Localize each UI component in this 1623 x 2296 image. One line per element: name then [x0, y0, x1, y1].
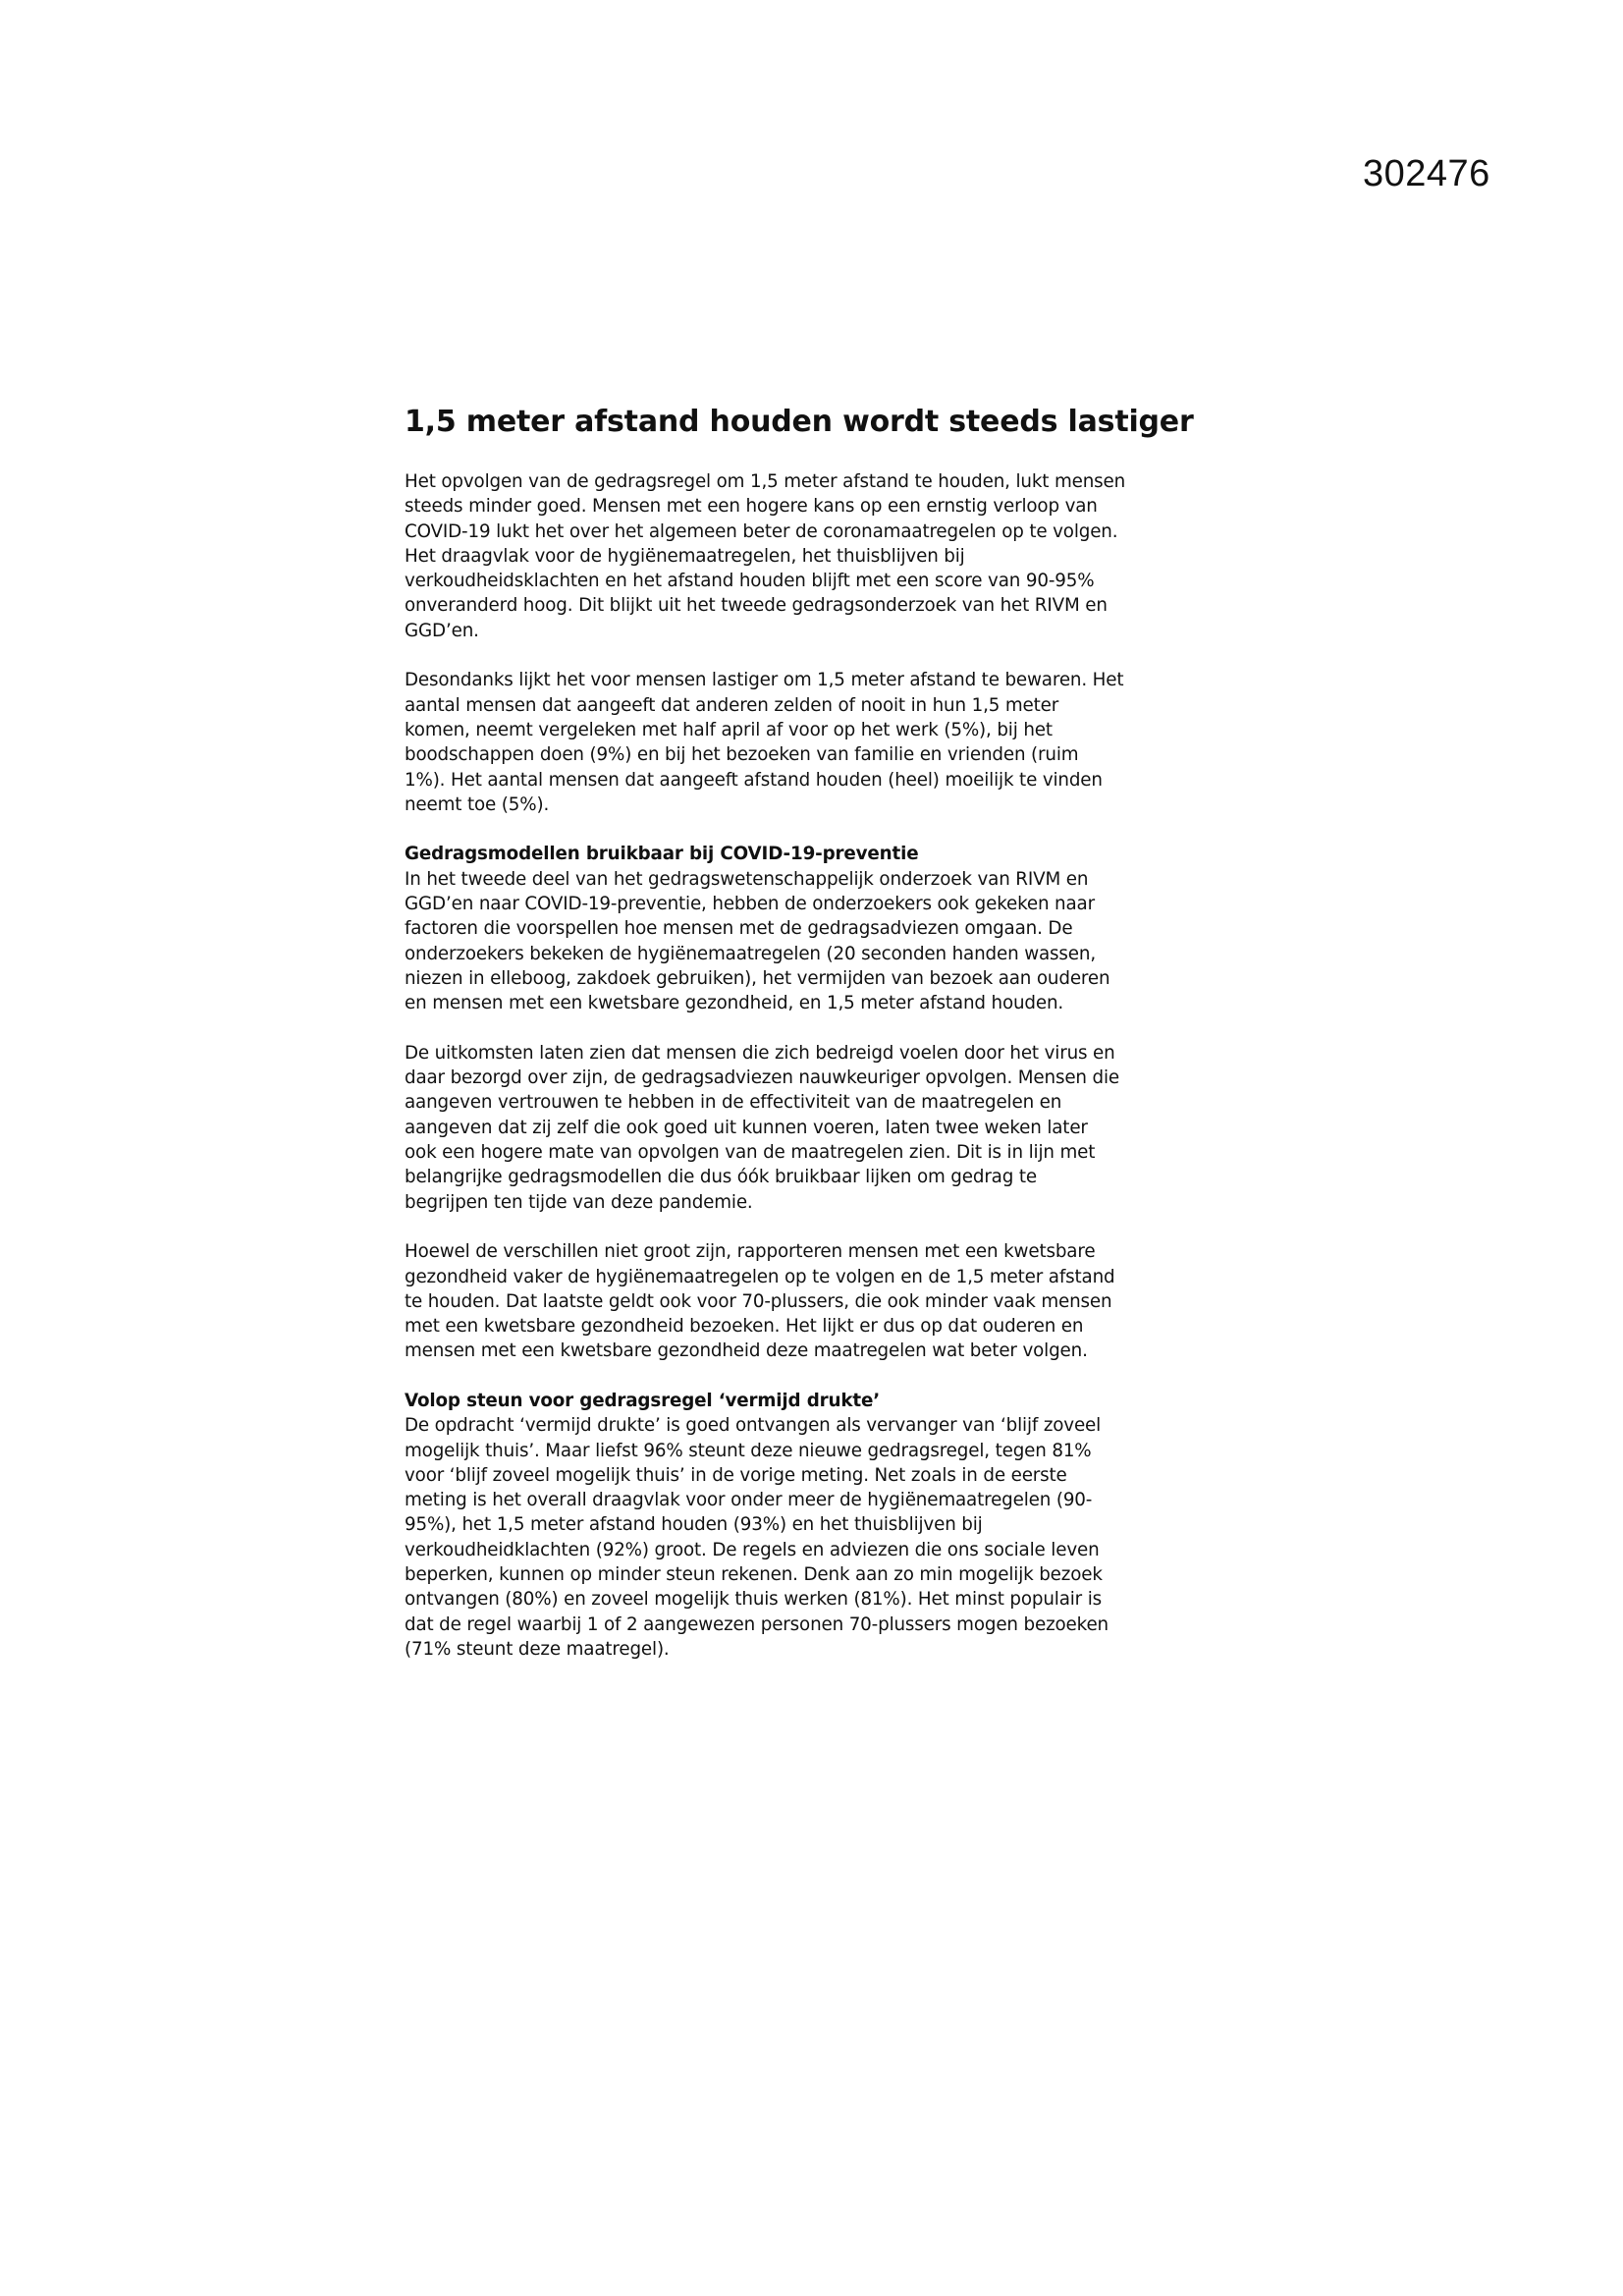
text-line: te houden. Dat laatste geldt ook voor 70-plussers, die ook minder vaak mensen: [405, 1290, 1112, 1312]
text-line: beperken, kunnen op minder steun rekenen. Denk aan zo min mogelijk bezoek: [405, 1564, 1103, 1586]
text-line: onderzoekers bekeken de hygiënemaatregelen (20 seconden handen wassen,: [405, 943, 1096, 964]
text-line: GGD’en naar COVID-19-preventie, hebben de onderzoekers ook gekeken naar: [405, 894, 1095, 915]
text-line: komen, neemt vergeleken met half april af voor op het werk (5%), bij het: [405, 719, 1053, 740]
section-1-paragraph-2: [405, 1041, 1249, 1215]
text-line: aangeven vertrouwen te hebben in de effectiviteit van de maatregelen en: [405, 1092, 1062, 1114]
text-line: aantal mensen dat aangeeft dat anderen zelden of nooit in hun 1,5 meter: [405, 694, 1059, 716]
text-line: en mensen met een kwetsbare gezondheid, en 1,5 meter afstand houden.: [405, 993, 1064, 1014]
text-line: niezen in elleboog, zakdoek gebruiken), het vermijden van bezoek aan ouderen: [405, 967, 1110, 989]
section-heading-gedragsmodellen: Gedragsmodellen bruikbaar bij COVID-19-preventie: [405, 844, 919, 865]
text-line: voor ‘blijf zoveel mogelijk thuis’ in de vorige meting. Net zoals in de eerste: [405, 1464, 1067, 1486]
text-line: 95%), het 1,5 meter afstand houden (93%) en het thuisblijven bij: [405, 1514, 983, 1536]
section-2-paragraph-1: [405, 1413, 1249, 1662]
intro-paragraph-2: [405, 668, 1249, 817]
text-line: verkoudheidklachten (92%) groot. De regels en adviezen die ons sociale leven: [405, 1539, 1100, 1560]
document-number: 302476: [1363, 153, 1490, 194]
text-line: 1%). Het aantal mensen dat aangeeft afstand houden (heel) moeilijk te vinden: [405, 769, 1103, 791]
text-line: factoren die voorspellen hoe mensen met de gedragsadviezen omgaan. De: [405, 918, 1073, 940]
text-line: Het opvolgen van de gedragsregel om 1,5 meter afstand te houden, lukt mensen: [405, 471, 1126, 492]
text-line: mensen met een kwetsbare gezondheid deze maatregelen wat beter volgen.: [405, 1340, 1088, 1362]
text-line: begrijpen ten tijde van deze pandemie.: [405, 1191, 753, 1213]
text-line: steeds minder goed. Mensen met een hogere kans op een ernstig verloop van: [405, 496, 1098, 518]
text-line: Hoewel de verschillen niet groot zijn, rapporteren mensen met een kwetsbare: [405, 1241, 1096, 1263]
article: [405, 403, 1249, 1687]
text-line: verkoudheidsklachten en het afstand houden blijft met een score van 90-95%: [405, 571, 1095, 592]
text-line: ontvangen (80%) en zoveel mogelijk thuis werken (81%). Het minst populair is: [405, 1589, 1103, 1611]
text-line: onveranderd hoog. Dit blijkt uit het tweede gedragsonderzoek van het RIVM en: [405, 595, 1108, 617]
text-line: boodschappen doen (9%) en bij het bezoeken van familie en vrienden (ruim: [405, 744, 1079, 766]
text-line: In het tweede deel van het gedragswetenschappelijk onderzoek van RIVM en: [405, 868, 1089, 890]
section-1-paragraph-1: [405, 867, 1249, 1016]
intro-paragraph-1: [405, 469, 1249, 643]
text-line: daar bezorgd over zijn, de gedragsadviezen nauwkeuriger opvolgen. Mensen die: [405, 1067, 1119, 1089]
text-line: aangeven dat zij zelf die ook goed uit kunnen voeren, laten twee weken later: [405, 1117, 1088, 1138]
section-1-paragraph-3: [405, 1239, 1249, 1363]
text-line: gezondheid vaker de hygiënemaatregelen op te volgen en de 1,5 meter afstand: [405, 1266, 1115, 1287]
text-line: Desondanks lijkt het voor mensen lastiger om 1,5 meter afstand te bewaren. Het: [405, 670, 1124, 691]
text-line: meting is het overall draagvlak voor onder meer de hygiënemaatregelen (90-: [405, 1490, 1093, 1511]
text-line: Het draagvlak voor de hygiënemaatregelen, het thuisblijven bij: [405, 545, 965, 567]
text-line: COVID-19 lukt het over het algemeen beter de coronamaatregelen op te volgen.: [405, 520, 1118, 542]
text-line: belangrijke gedragsmodellen die dus óók bruikbaar lijken om gedrag te: [405, 1167, 1037, 1188]
text-line: mogelijk thuis’. Maar liefst 96% steunt deze nieuwe gedragsregel, tegen 81%: [405, 1440, 1092, 1461]
text-line: (71% steunt deze maatregel).: [405, 1638, 670, 1660]
text-line: GGD’en.: [405, 620, 479, 641]
text-line: neemt toe (5%).: [405, 793, 550, 815]
section-heading-vermijd-drukte: Volop steun voor gedragsregel ‘vermijd drukte’: [405, 1390, 880, 1411]
text-line: ook een hogere mate van opvolgen van de maatregelen zien. Dit is in lijn met: [405, 1142, 1096, 1164]
text-line: De uitkomsten laten zien dat mensen die zich bedreigd voelen door het virus en: [405, 1042, 1115, 1064]
text-line: met een kwetsbare gezondheid bezoeken. Het lijkt er dus op dat ouderen en: [405, 1316, 1084, 1338]
text-line: dat de regel waarbij 1 of 2 aangewezen personen 70-plussers mogen bezoeken: [405, 1613, 1109, 1635]
article-title: 1,5 meter afstand houden wordt steeds lastiger: [405, 405, 1194, 439]
text-line: De opdracht ‘vermijd drukte’ is goed ontvangen als vervanger van ‘blijf zoveel: [405, 1415, 1102, 1437]
